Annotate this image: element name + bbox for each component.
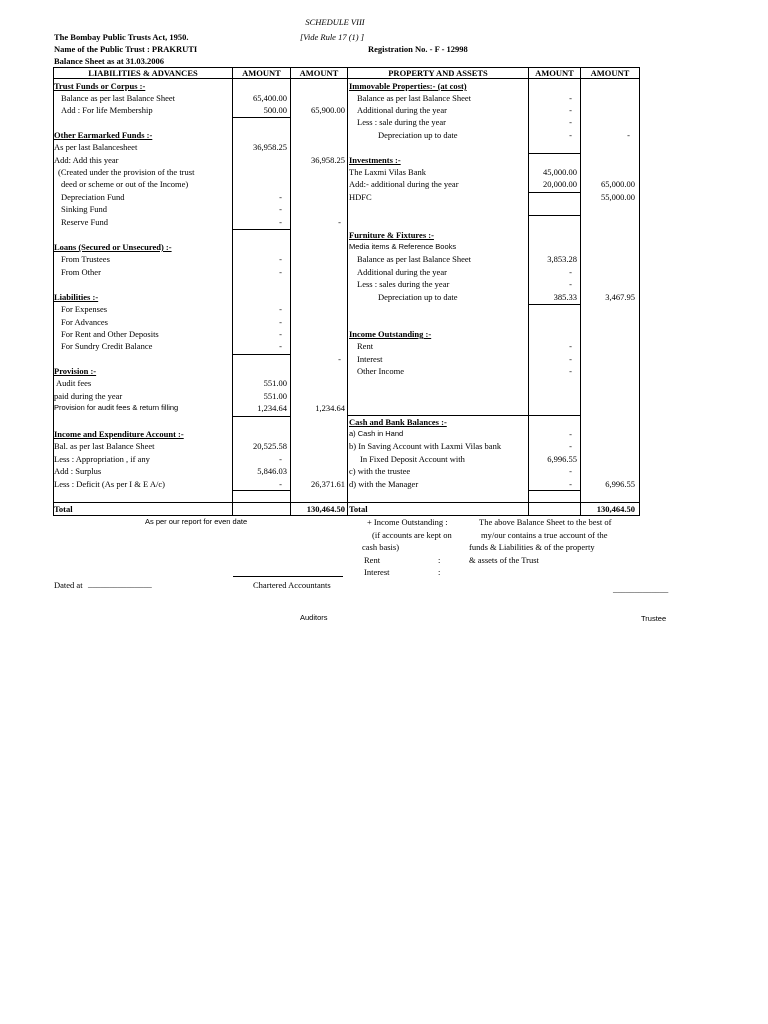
row-amount: 5,846.03 xyxy=(257,466,287,476)
row-amount: 65,400.00 xyxy=(253,93,287,103)
row-label: b) In Saving Account with Laxmi Vilas bank xyxy=(349,441,502,451)
row-label: Add : Surplus xyxy=(54,466,102,476)
row-amount: - xyxy=(569,354,572,364)
row-amount: 45,000.00 xyxy=(543,167,577,177)
row-label: Media items & Reference Books xyxy=(349,242,457,251)
row-label: For Advances xyxy=(61,317,108,327)
row-label: Balance as per last Balance Sheet xyxy=(357,254,471,264)
row-label: Audit fees xyxy=(56,378,92,388)
trustee-sign-line: _____________ xyxy=(613,584,669,594)
row-label: a) Cash in Hand xyxy=(349,429,404,438)
chartered-accountants: Chartered Accountants xyxy=(253,580,331,590)
row-amount: 551.00 xyxy=(263,378,287,388)
row-amount: 6,996.55 xyxy=(547,454,577,464)
row-total: - xyxy=(627,130,630,140)
row-label: As per last Balancesheet xyxy=(54,142,138,152)
income-outstanding-note: + Income Outstanding : xyxy=(367,517,448,527)
schedule-title: SCHEDULE VIII xyxy=(305,17,365,27)
registration-number: Registration No. - F - 12998 xyxy=(368,44,468,54)
row-label: Balance as per last Balance Sheet xyxy=(357,93,471,103)
row-label: Depreciation Fund xyxy=(61,192,125,202)
report-note: As per our report for even date xyxy=(145,517,248,526)
row-note: deed or scheme or out of the Income) xyxy=(61,179,189,189)
row-amount: - xyxy=(279,329,282,339)
row-label: paid during the year xyxy=(54,391,123,401)
row-amount: - xyxy=(569,130,572,140)
row-amount: - xyxy=(569,341,572,351)
row-amount: - xyxy=(279,341,282,351)
col-amount-1: AMOUNT xyxy=(242,68,281,78)
row-label: For Expenses xyxy=(61,304,108,314)
row-amount: - xyxy=(569,267,572,277)
rule-ref: [Vide Rule 17 (1) ] xyxy=(300,32,365,42)
row-label: From Trustees xyxy=(61,254,110,264)
total-amount: 130,464.50 xyxy=(306,504,345,514)
accounts-kept-note: (if accounts are kept on xyxy=(372,530,452,540)
footer-interest: Interest xyxy=(364,567,390,577)
row-label: HDFC xyxy=(349,192,372,202)
row-amount: - xyxy=(569,105,572,115)
row-label: Less : Appropriation , if any xyxy=(54,454,150,464)
row-amount: - xyxy=(279,254,282,264)
row-amount: 1,234.64 xyxy=(257,403,287,413)
row-amount: - xyxy=(569,429,572,439)
row-label: Additional during the year xyxy=(357,267,447,277)
balance-sheet-date: Balance Sheet as at 31.03.2006 xyxy=(54,56,165,66)
row-amount: - xyxy=(569,441,572,451)
row-label: Bal. as per last Balance Sheet xyxy=(54,441,155,451)
col-amount-2: AMOUNT xyxy=(299,68,339,78)
row-label: Additional during the year xyxy=(357,105,447,115)
total-label: Total xyxy=(54,504,73,514)
row-total: 36,958.25 xyxy=(311,155,345,165)
row-amount: - xyxy=(279,317,282,327)
statement-line: The above Balance Sheet to the best of xyxy=(479,517,612,527)
row-label: From Other xyxy=(61,267,101,277)
row-total: 65,000.00 xyxy=(601,179,635,189)
row-label: c) with the trustee xyxy=(349,466,411,476)
statement-line: funds & Liabilities & of the property xyxy=(469,542,595,552)
footer-rent-colon: : xyxy=(438,555,441,565)
statement-line: my/our contains a true account of the xyxy=(481,530,608,540)
row-amount: 3,853.28 xyxy=(547,254,577,264)
row-total: - xyxy=(338,217,341,227)
row-total: 65,900.00 xyxy=(311,105,345,115)
row-total: 3,467.95 xyxy=(605,292,635,302)
row-amount: - xyxy=(569,366,572,376)
trustee-label: Trustee xyxy=(641,614,667,623)
row-total: 1,234.64 xyxy=(315,403,345,413)
row-amount: - xyxy=(279,479,282,489)
section-heading: Other Earmarked Funds :- xyxy=(54,130,153,140)
col-amount-4: AMOUNT xyxy=(590,68,630,78)
cash-basis-note: cash basis) xyxy=(362,542,400,552)
col-property: PROPERTY AND ASSETS xyxy=(388,68,488,78)
statement-line: & assets of the Trust xyxy=(469,555,539,565)
row-label: Less : sales during the year xyxy=(357,279,450,289)
row-label: d) with the Manager xyxy=(349,479,419,489)
section-heading: Liabilities :- xyxy=(54,292,99,302)
row-amount: - xyxy=(569,93,572,103)
section-heading: Provision :- xyxy=(54,366,97,376)
row-amount: - xyxy=(279,217,282,227)
col-amount-3: AMOUNT xyxy=(535,68,574,78)
row-label: For Sundry Credit Balance xyxy=(61,341,153,351)
section-heading: Investments :- xyxy=(349,155,401,165)
row-total: - xyxy=(338,354,341,364)
row-amount: 36,958.25 xyxy=(253,142,287,152)
row-amount: 500.00 xyxy=(263,105,287,115)
row-label: Balance as per last Balance Sheet xyxy=(61,93,175,103)
section-heading: Income and Expenditure Account :- xyxy=(54,429,184,439)
row-amount: 20,000.00 xyxy=(543,179,577,189)
signature-line xyxy=(233,576,343,577)
total-amount: 130,464.50 xyxy=(596,504,635,514)
row-amount: - xyxy=(279,267,282,277)
row-label: Depreciation up to date xyxy=(378,130,458,140)
act-name: The Bombay Public Trusts Act, 1950. xyxy=(54,32,189,42)
row-amount: 551.00 xyxy=(263,391,287,401)
row-label: Provision for audit fees & return filling xyxy=(54,403,179,412)
row-label: For Rent and Other Deposits xyxy=(61,329,159,339)
footer-interest-colon: : xyxy=(438,567,441,577)
section-heading: Immovable Properties:- (at cost) xyxy=(349,81,467,91)
row-label: Add:- additional during the year xyxy=(349,179,459,189)
dated-label: Dated at xyxy=(54,580,83,590)
section-heading: Income Outstanding :- xyxy=(349,329,432,339)
row-amount: 20,525.58 xyxy=(253,441,287,451)
row-label: Add: Add this year xyxy=(54,155,119,165)
row-amount: - xyxy=(279,192,282,202)
row-amount: - xyxy=(279,204,282,214)
row-amount: - xyxy=(569,117,572,127)
row-label: Interest xyxy=(357,354,383,364)
row-amount: - xyxy=(569,479,572,489)
section-heading: Loans (Secured or Unsecured) :- xyxy=(54,242,172,252)
row-label: Reserve Fund xyxy=(61,217,108,227)
row-label: Sinking Fund xyxy=(61,204,108,214)
row-note: (Created under the provision of the trust xyxy=(58,167,195,177)
footer-rent: Rent xyxy=(364,555,381,565)
row-amount: - xyxy=(279,304,282,314)
row-label: Less : Deficit (As per I & E A/c) xyxy=(54,479,165,489)
row-label: Rent xyxy=(357,341,374,351)
section-heading: Trust Funds or Corpus :- xyxy=(54,81,146,91)
dated-line: _______________ xyxy=(88,579,152,589)
row-label: Add : For life Membership xyxy=(61,105,153,115)
row-label: In Fixed Deposit Account with xyxy=(360,454,465,464)
row-amount: - xyxy=(279,454,282,464)
row-total: 6,996.55 xyxy=(605,479,635,489)
row-label: Depreciation up to date xyxy=(378,292,458,302)
total-label: Total xyxy=(349,504,368,514)
auditors-label: Auditors xyxy=(300,613,328,622)
row-amount: - xyxy=(569,466,572,476)
row-label: The Laxmi Vilas Bank xyxy=(349,167,426,177)
section-heading: Furniture & Fixtures :- xyxy=(349,230,434,240)
row-total: 26,371.61 xyxy=(311,479,345,489)
col-liabilities: LIABILITIES & ADVANCES xyxy=(88,68,198,78)
section-heading: Cash and Bank Balances :- xyxy=(349,417,447,427)
row-label: Other Income xyxy=(357,366,404,376)
row-label: Less : sale during the year xyxy=(357,117,446,127)
row-total: 55,000.00 xyxy=(601,192,635,202)
row-amount: 385.33 xyxy=(553,292,577,302)
row-amount: - xyxy=(569,279,572,289)
trust-name: Name of the Public Trust : PRAKRUTI xyxy=(54,44,198,54)
